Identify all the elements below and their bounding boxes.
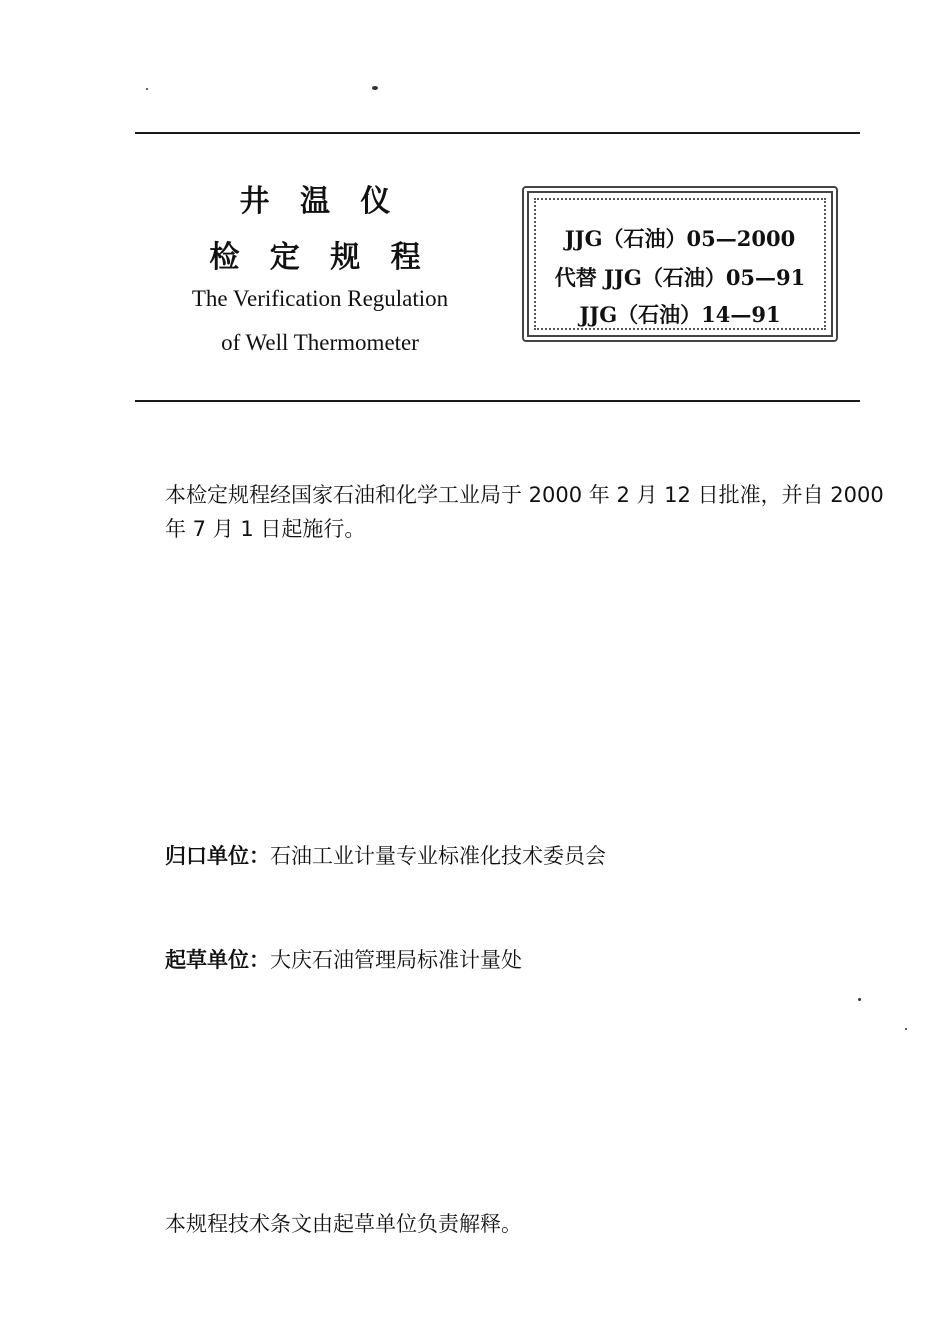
scan-speck (858, 998, 861, 1001)
approval-paragraph (110, 478, 890, 546)
regulation-code: JJG（石油）05—2000 (564, 226, 796, 251)
header-bottom-rule (135, 400, 860, 402)
title-cn-line1: 井 温 仪 (239, 184, 401, 219)
header-top-rule (135, 132, 860, 134)
approval-text: 本检定规程经国家石油和化学工业局于 2000 年 2 月 12 日批准，并自 2000 年 7 月 1 日起施行。 (165, 483, 884, 541)
drafting-unit-value: 大庆石油管理局标准计量处 (270, 948, 522, 972)
title-en-line2: of Well Thermometer (221, 330, 419, 355)
title-cn-line2: 检 定 规 程 (209, 240, 431, 275)
regulation-code-box (522, 186, 838, 342)
replaced-code-1: 代替 JJG（石油）05—91 (554, 265, 806, 290)
replaced-code-2: JJG（石油）14—91 (579, 302, 781, 327)
responsible-unit-value: 石油工业计量专业标准化技术委员会 (270, 844, 606, 868)
scan-speck (146, 88, 148, 90)
scan-speck (372, 86, 378, 90)
responsible-unit-label: 归口单位： (165, 844, 270, 868)
title-en-line1: The Verification Regulation (191, 286, 449, 311)
drafting-unit (165, 944, 522, 974)
interpretation-note: 本规程技术条文由起草单位负责解释。 (165, 1212, 522, 1236)
responsible-unit (165, 840, 606, 870)
drafting-unit-label: 起草单位： (165, 948, 270, 972)
scan-speck (905, 1028, 907, 1030)
